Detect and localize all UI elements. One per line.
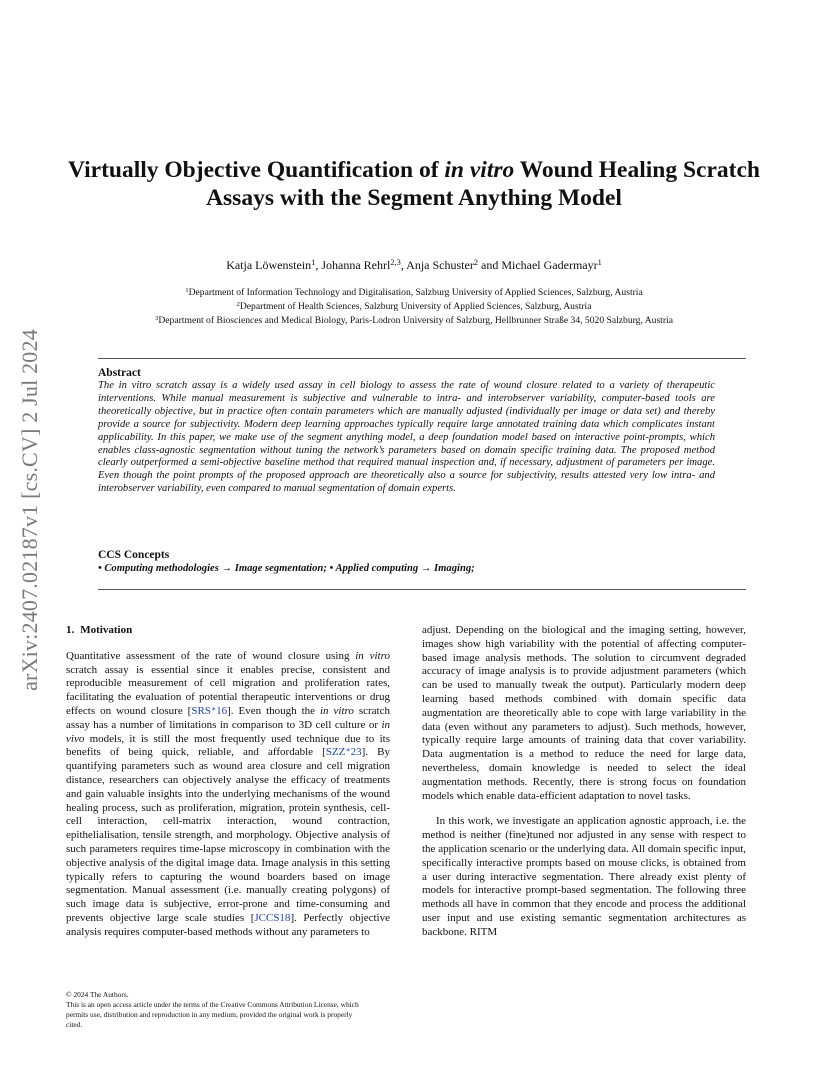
affiliation: $^3$Department of Biosciences and Medical Biology, Paris-Lodron University of Salzburg, Hellbrunner Straße 34, 5020 Salzburg, Austria [155, 314, 673, 326]
abstract-bottom-rule [98, 589, 746, 590]
citation-link[interactable]: SRS∗16 [191, 703, 228, 717]
right-column [422, 624, 746, 940]
abstract-text: The in vitro scratch assay is a widely used assay in cell biology to assess the rate of wound closure related to a variety of therapeutic interventions. While manual measurement is subjective and vulnerable to intra- and interobserver variability, computer-based tools are theoretically objective, but in practice often contain parameters which are manually adjusted (individually per image or data set) and thereby provide a source for subjectivity. Modern deep learning approaches typically require large annotated training data which complicates instant applicability. In this paper, we make use of the segment anything model, a deep foundation model based on interactive point-prompts, which enables class-agnostic segmentation without tuning the network’s parameters based on domain specific training data. The proposed method clearly outperformed a semi-objective baseline method that required manual inspection and, if necessary, adjustment of parameters per image. Even though the point prompts of the proposed approach are theoretically also a source for subjectivity, results attested very low intra- and interobserver variability, even compared to manual segmentation of domain experts. [98, 380, 715, 495]
paragraph-this-work: In this work, we investigate an application agnostic approach, i.e. the method is neither (fine)tuned nor adjusted in any sense with respect to the application scenario or the underlying data. All domain specific input, specifically interactive prompts based on mouse clicks, is obtained from a user during interactive segmentation. There already exist plenty of models for interactive prompt-based segmentation. The following three methods all have in common that they encode and process the additional user input and use existing semantic segmentation architectures as backbone. RITM [422, 815, 746, 938]
abstract-block [98, 366, 715, 496]
ccs-concepts [98, 548, 715, 576]
citation-link[interactable]: SZZ∗23 [325, 744, 362, 759]
title-part-1: Virtually Objective Quantification of [68, 157, 445, 183]
affiliation: $^2$Department of Health Sciences, Salzburg University of Applied Sciences, Salzburg, Austria [236, 300, 592, 312]
motivation-paragraph: Quantitative assessment of the rate of wound closure using in vitro scratch assay is essential since it enables precise, consistent and reproducible measurement of cell migration and proliferation rates, facilitating the evaluation of potential therapeutic interventions or drug effects on wound closure [SRS∗16]. Even though the in vitro scratch assay has a number of limitations in comparison to 3D cell culture or in vivo models, it is still the most frequently used technique due to its benefits of being quick, reliable, and affordable [SZZ∗23]. By quantifying parameters such as wound area closure and cell migration distance, researchers can objectively analyse the efficacy of treatments and gain valuable insights into the underlying mechanisms of the wound healing process, such as proliferation, migration, protein synthesis, cell-cell interaction, cell-matrix interaction, wound contraction, epithelialisation, tensile strength, and morphology. Objective analysis of such parameters requires time-lapse microscopy in combination with the objective analysis of the digital image data. Image analysis in this setting typically refers to capturing the wound boarders based on image segmentation. Manual assessment (i.e. manually creating polygons) of such image data is subjective, error-prone and time-consuming and prevents objective large scale studies [JCCS18]. Perfectly objective analysis requires computer-based methods without any parameters to [66, 649, 390, 938]
arxiv-side-identifier [4, 300, 56, 720]
paragraph-continuation: adjust. Depending on the biological and the imaging setting, however, images show high variability with the potential of affecting computer-based image analysis methods. The solution to circumvent degraded accuracy of image analysis is to provide adjustment parameters (which can be used to manually tweak the output). Particularly modern deep learning based methods combined with domain specific data augmentation are theoretically able to cope with large variability in the data (even without any parameters to adjust). Such methods, however, typically require large amounts of training data that cover variability. Data augmentation is a method to reduce the need for large data, nevertheless, domain knowledge is needed to select the ideal augmentation methods. Recently, there is strong focus on foundation models which enable data-efficient adaptation to novel tasks. [422, 624, 746, 802]
copyright-footnote [66, 990, 366, 1030]
copyright-line: © 2024 The Authors. [66, 990, 129, 999]
author: Anja Schuster$^2$ [406, 258, 478, 272]
ccs-line: • Computing methodologies → Image segmentation; • Applied computing → Imaging; [98, 563, 475, 574]
ccs-heading: CCS Concepts [98, 549, 170, 561]
citation-link[interactable]: JCCS18 [254, 911, 291, 924]
section-heading-motivation: 1. Motivation [66, 624, 133, 636]
title-italic: in vitro [444, 157, 515, 183]
affiliation-list [60, 286, 768, 328]
author: Katja Löwenstein$^1$ [226, 258, 316, 272]
abstract-heading: Abstract [98, 367, 141, 379]
paper-title [60, 156, 768, 212]
author: Michael Gadermayr$^1$ [501, 258, 602, 272]
author: Johanna Rehrl$^{2,3}$ [321, 258, 401, 272]
affiliation: $^1$Department of Information Technology and Digitalisation, Salzburg University of Applied Sciences, Salzburg, Austria [185, 286, 643, 298]
left-column [66, 624, 390, 940]
license-text: This is an open access article under the terms of the Creative Commons Attribution License, which permits use, distribution and reproduction in any medium, provided the original work is properly cited. [66, 1000, 359, 1029]
author-list: Katja Löwenstein$^1$, Johanna Rehrl$^{2,3}$, Anja Schuster$^2$ and Michael Gadermayr$^1$ [226, 258, 602, 272]
arxiv-id-text: arXiv:2407.02187v1 [cs.CV] 2 Jul 2024 [17, 329, 43, 691]
abstract-top-rule [98, 358, 746, 359]
title-part-2: Wound Healing Scratch Assays with the Segment Anything Model [206, 157, 760, 211]
